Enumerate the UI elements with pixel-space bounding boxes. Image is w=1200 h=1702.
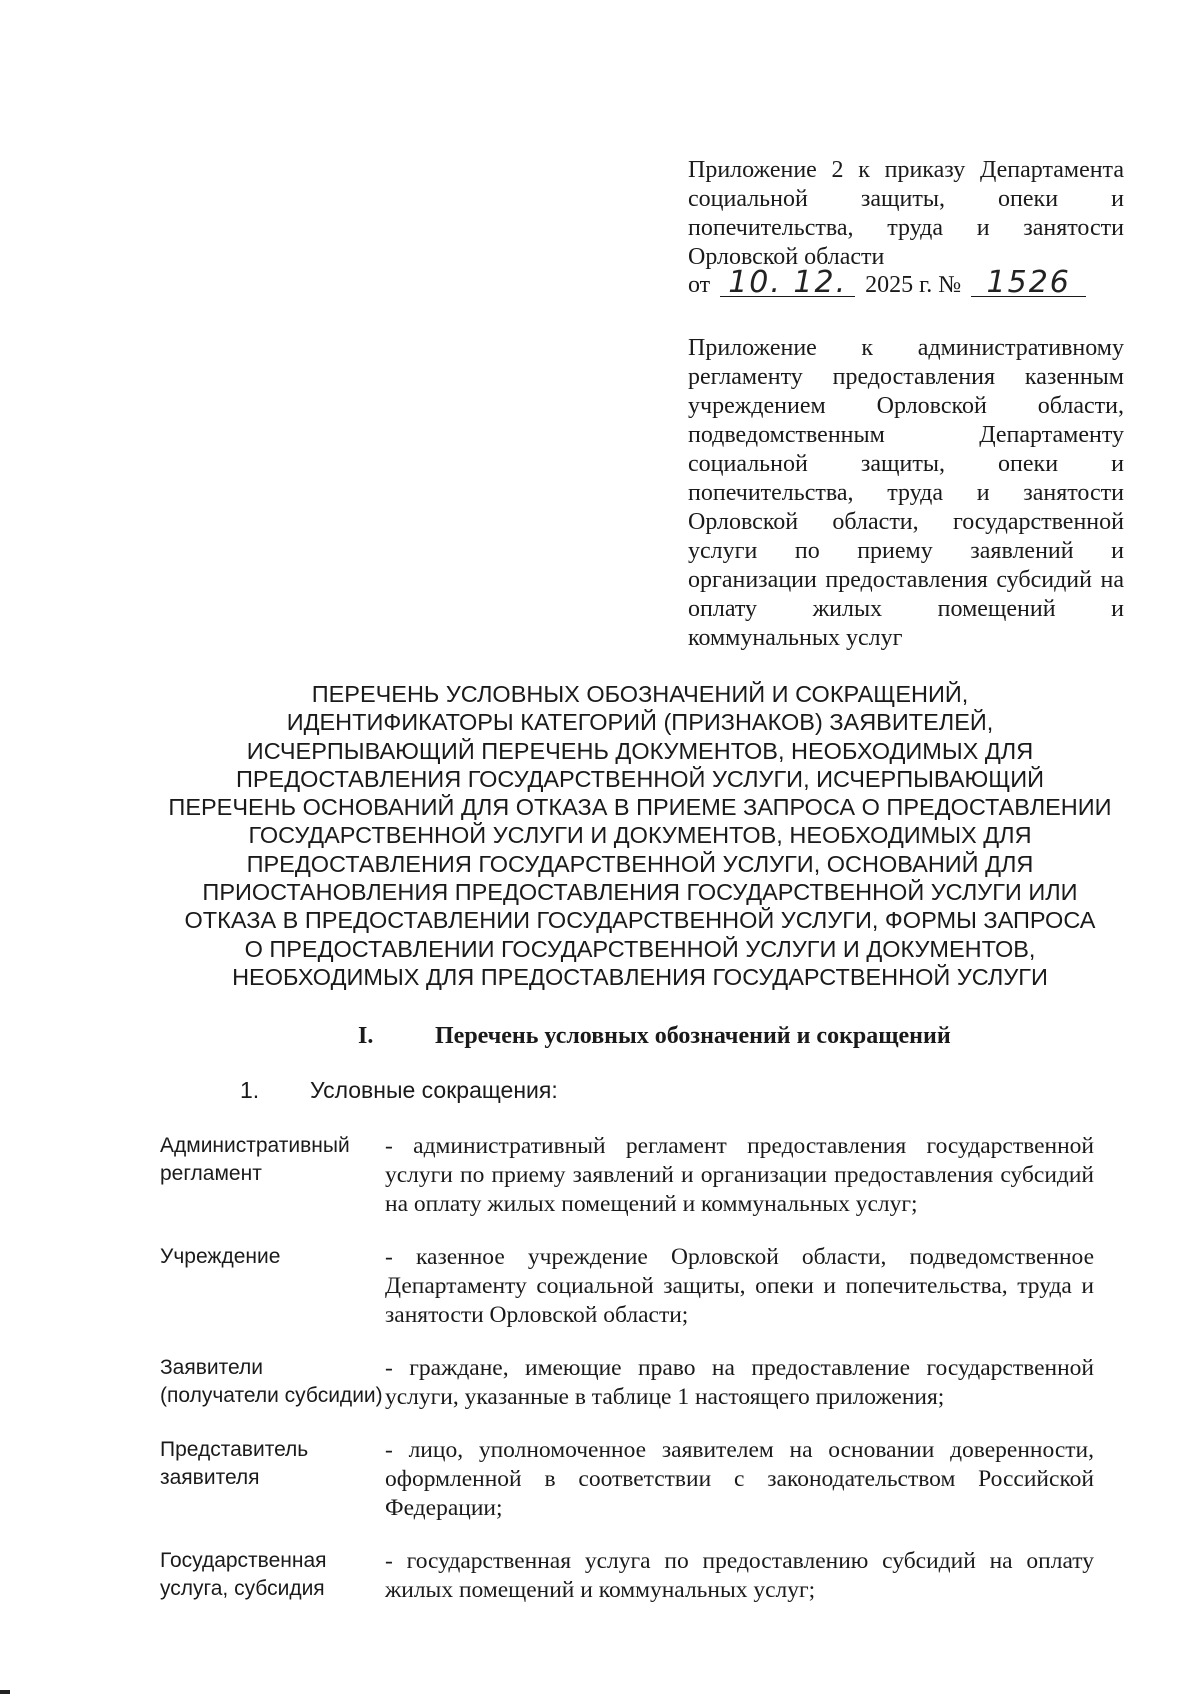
definition-term: Учреждение xyxy=(160,1245,281,1268)
title-line: ПЕРЕЧЕНЬ ОСНОВАНИЙ ДЛЯ ОТКАЗА В ПРИЕМЕ ЗАПРОСА О ПРЕДОСТАВЛЕНИИ xyxy=(168,794,1112,821)
order-date-number-line xyxy=(688,265,1128,300)
definition-term: Заявители (получатели субсидии) xyxy=(160,1356,383,1407)
title-line: ПРИОСТАНОВЛЕНИЯ ПРЕДОСТАВЛЕНИЯ ГОСУДАРСТВЕННОЙ УСЛУГИ ИЛИ xyxy=(202,879,1078,906)
title-line: ПРЕДОСТАВЛЕНИЯ ГОСУДАРСТВЕННОЙ УСЛУГИ, ИСЧЕРПЫВАЮЩИЙ xyxy=(235,765,1045,792)
handwritten-order-number: 1526 xyxy=(971,270,1086,297)
section-title: Перечень условных обозначений и сокращений xyxy=(435,1023,951,1049)
order-from-label: от xyxy=(688,272,711,298)
definition-row xyxy=(160,1132,1094,1219)
title-line: О ПРЕДОСТАВЛЕНИИ ГОСУДАРСТВЕННОЙ УСЛУГИ И ДОКУМЕНТОВ, xyxy=(244,935,1036,962)
scan-mark xyxy=(0,1690,10,1694)
definition-text: - граждане, имеющие право на предоставление государственной услуги, указанные в таблице 1 настоящего приложения; xyxy=(385,1355,1094,1410)
annex-regulation-text: Приложение к административному регламенту предоставления казенным учреждением Орловской области, подведомственным Департаменту социальной защиты, опеки и попечительства, труда и занятости Орловской области, государственной услуги по приему заявлений и организации предоставления субсидий на оплату жилых помещений и коммунальных услуг xyxy=(688,335,1124,651)
definition-text: - лицо, уполномоченное заявителем на основании доверенности, оформленной в соответствии с законодательством Российской Федерации; xyxy=(385,1437,1094,1521)
definitions-table xyxy=(160,1132,1094,1629)
title-line: НЕОБХОДИМЫХ ДЛЯ ПРЕДОСТАВЛЕНИЯ ГОСУДАРСТВЕННОЙ УСЛУГИ xyxy=(232,963,1048,990)
annex-order-text: Приложение 2 к приказу Департамента социальной защиты, опеки и попечительства, труда и занятости Орловской области xyxy=(688,157,1124,270)
list-title: Условные сокращения: xyxy=(310,1077,558,1103)
section-number: I. xyxy=(358,1023,374,1049)
definition-row xyxy=(160,1547,1094,1605)
title-line: ИДЕНТИФИКАТОРЫ КАТЕГОРИЙ (ПРИЗНАКОВ) ЗАЯВИТЕЛЕЙ, xyxy=(286,709,994,736)
document-title xyxy=(150,680,1130,991)
definition-text: - казенное учреждение Орловской области, подведомственное Департаменту социальной защиты, опеки и попечительства, труда и занятости Орловской области; xyxy=(385,1244,1094,1328)
title-line: ПРЕДОСТАВЛЕНИЯ ГОСУДАРСТВЕННОЙ УСЛУГИ, ОСНОВАНИЙ ДЛЯ xyxy=(246,850,1034,877)
definition-text: - административный регламент предоставления государственной услуги по приему заявлений и организации предоставления субсидий на оплату жилых помещений и коммунальных услуг; xyxy=(385,1133,1094,1217)
definition-row xyxy=(160,1436,1094,1523)
definition-term: Административный регламент xyxy=(160,1134,350,1185)
title-line: ПЕРЕЧЕНЬ УСЛОВНЫХ ОБОЗНАЧЕНИЙ И СОКРАЩЕНИЙ, xyxy=(311,681,969,707)
definition-row xyxy=(160,1243,1094,1330)
title-line: ОТКАЗА В ПРЕДОСТАВЛЕНИИ ГОСУДАРСТВЕННОЙ УСЛУГИ, ФОРМЫ ЗАПРОСА xyxy=(184,907,1096,934)
title-line: ГОСУДАРСТВЕННОЙ УСЛУГИ И ДОКУМЕНТОВ, НЕОБХОДИМЫХ ДЛЯ xyxy=(248,822,1032,849)
definition-text: - государственная услуга по предоставлению субсидий на оплату жилых помещений и коммунальных услуг; xyxy=(385,1548,1094,1603)
order-year-label: 2025 г. № xyxy=(865,272,962,298)
list-number: 1. xyxy=(240,1077,260,1103)
handwritten-date: 10. 12. xyxy=(720,270,855,297)
definition-row xyxy=(160,1354,1094,1412)
title-line: ИСЧЕРПЫВАЮЩИЙ ПЕРЕЧЕНЬ ДОКУМЕНТОВ, НЕОБХОДИМЫХ ДЛЯ xyxy=(246,737,1034,764)
definition-term: Представитель заявителя xyxy=(160,1438,309,1489)
definition-term: Государственная услуга, субсидия xyxy=(160,1549,327,1600)
